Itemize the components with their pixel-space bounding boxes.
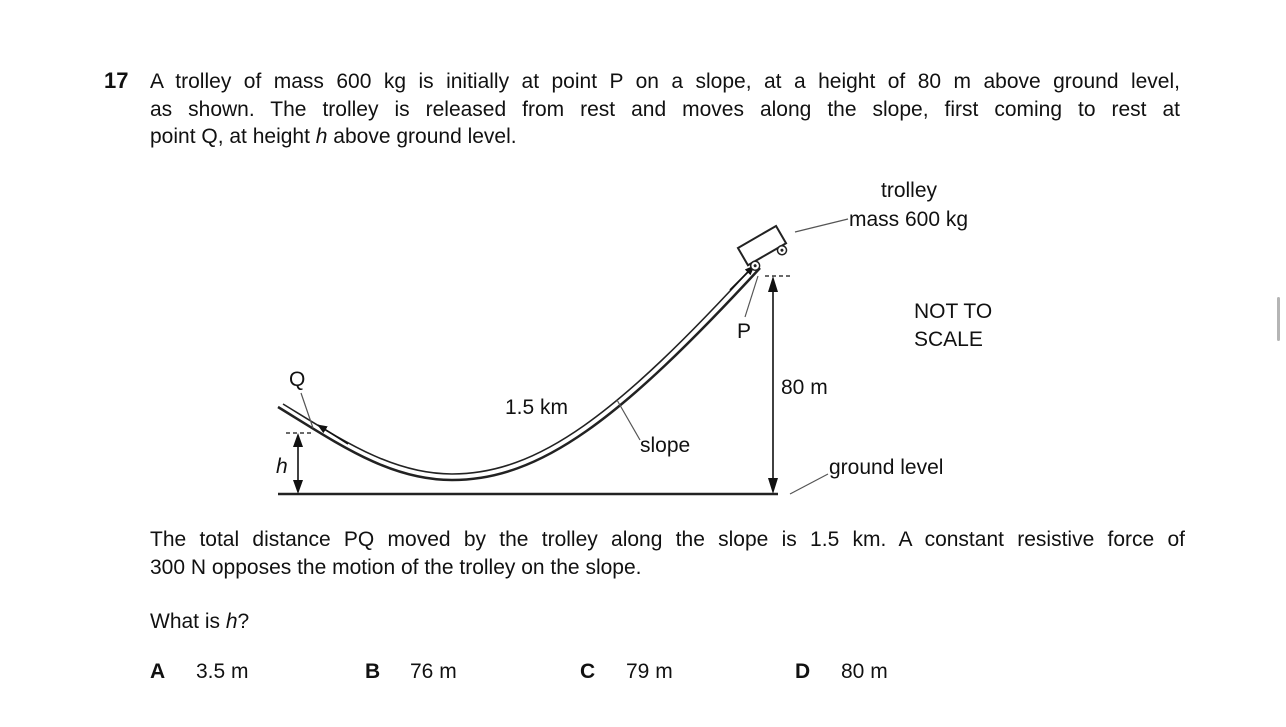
trolley-label: trolley <box>881 179 938 202</box>
prompt-suffix: ? <box>237 610 250 633</box>
option-b-value: 76 m <box>410 660 457 683</box>
slope-leader <box>617 400 640 440</box>
point-q-label: Q <box>289 368 306 391</box>
intro-line-3-end: above ground level. <box>327 125 517 148</box>
body-line-1: The total distance PQ moved by the trolley along the slope is 1.5 km. A constant resistive force of <box>150 528 1185 551</box>
height-80m-label: 80 m <box>781 376 828 399</box>
trolley <box>738 226 790 273</box>
prompt-h-variable: h <box>225 610 238 633</box>
question-prompt <box>150 608 249 636</box>
not-to-scale-line-1: NOT TO <box>914 300 993 323</box>
intro-line-1: A trolley of mass 600 kg is initially at point P on a slope, at a height of 80 m above ground level, <box>150 70 1180 93</box>
not-to-scale-line-2: SCALE <box>914 328 983 351</box>
ground-level-label: ground level <box>829 456 944 479</box>
option-d-letter: D <box>795 660 811 683</box>
distance-label: 1.5 km <box>505 396 569 419</box>
question-body <box>150 526 1185 581</box>
ground-leader <box>790 474 828 494</box>
option-a-value: 3.5 m <box>196 660 249 683</box>
slope-label: slope <box>640 434 691 457</box>
intro-line-2: as shown. The trolley is released from rest and moves along the slope, first coming to rest at <box>150 97 1180 121</box>
body-line-2: 300 N opposes the motion of the trolley on the slope. <box>150 555 642 579</box>
mass-label: mass 600 kg <box>849 208 969 231</box>
option-d-value: 80 m <box>841 660 888 683</box>
intro-line-3-start: point Q, at height <box>150 125 316 148</box>
question-number: 17 <box>104 68 129 93</box>
height-h-label: h <box>276 455 288 478</box>
point-p-label: P <box>737 320 752 343</box>
trolley-leader <box>795 219 848 232</box>
option-c-letter: C <box>580 660 596 683</box>
option-c-value: 79 m <box>626 660 673 683</box>
prompt-prefix: What is <box>150 610 226 633</box>
intro-h-variable: h <box>315 125 328 148</box>
scrollbar[interactable] <box>1277 297 1280 341</box>
option-b-letter: B <box>365 660 381 683</box>
option-a-letter: A <box>150 660 166 683</box>
